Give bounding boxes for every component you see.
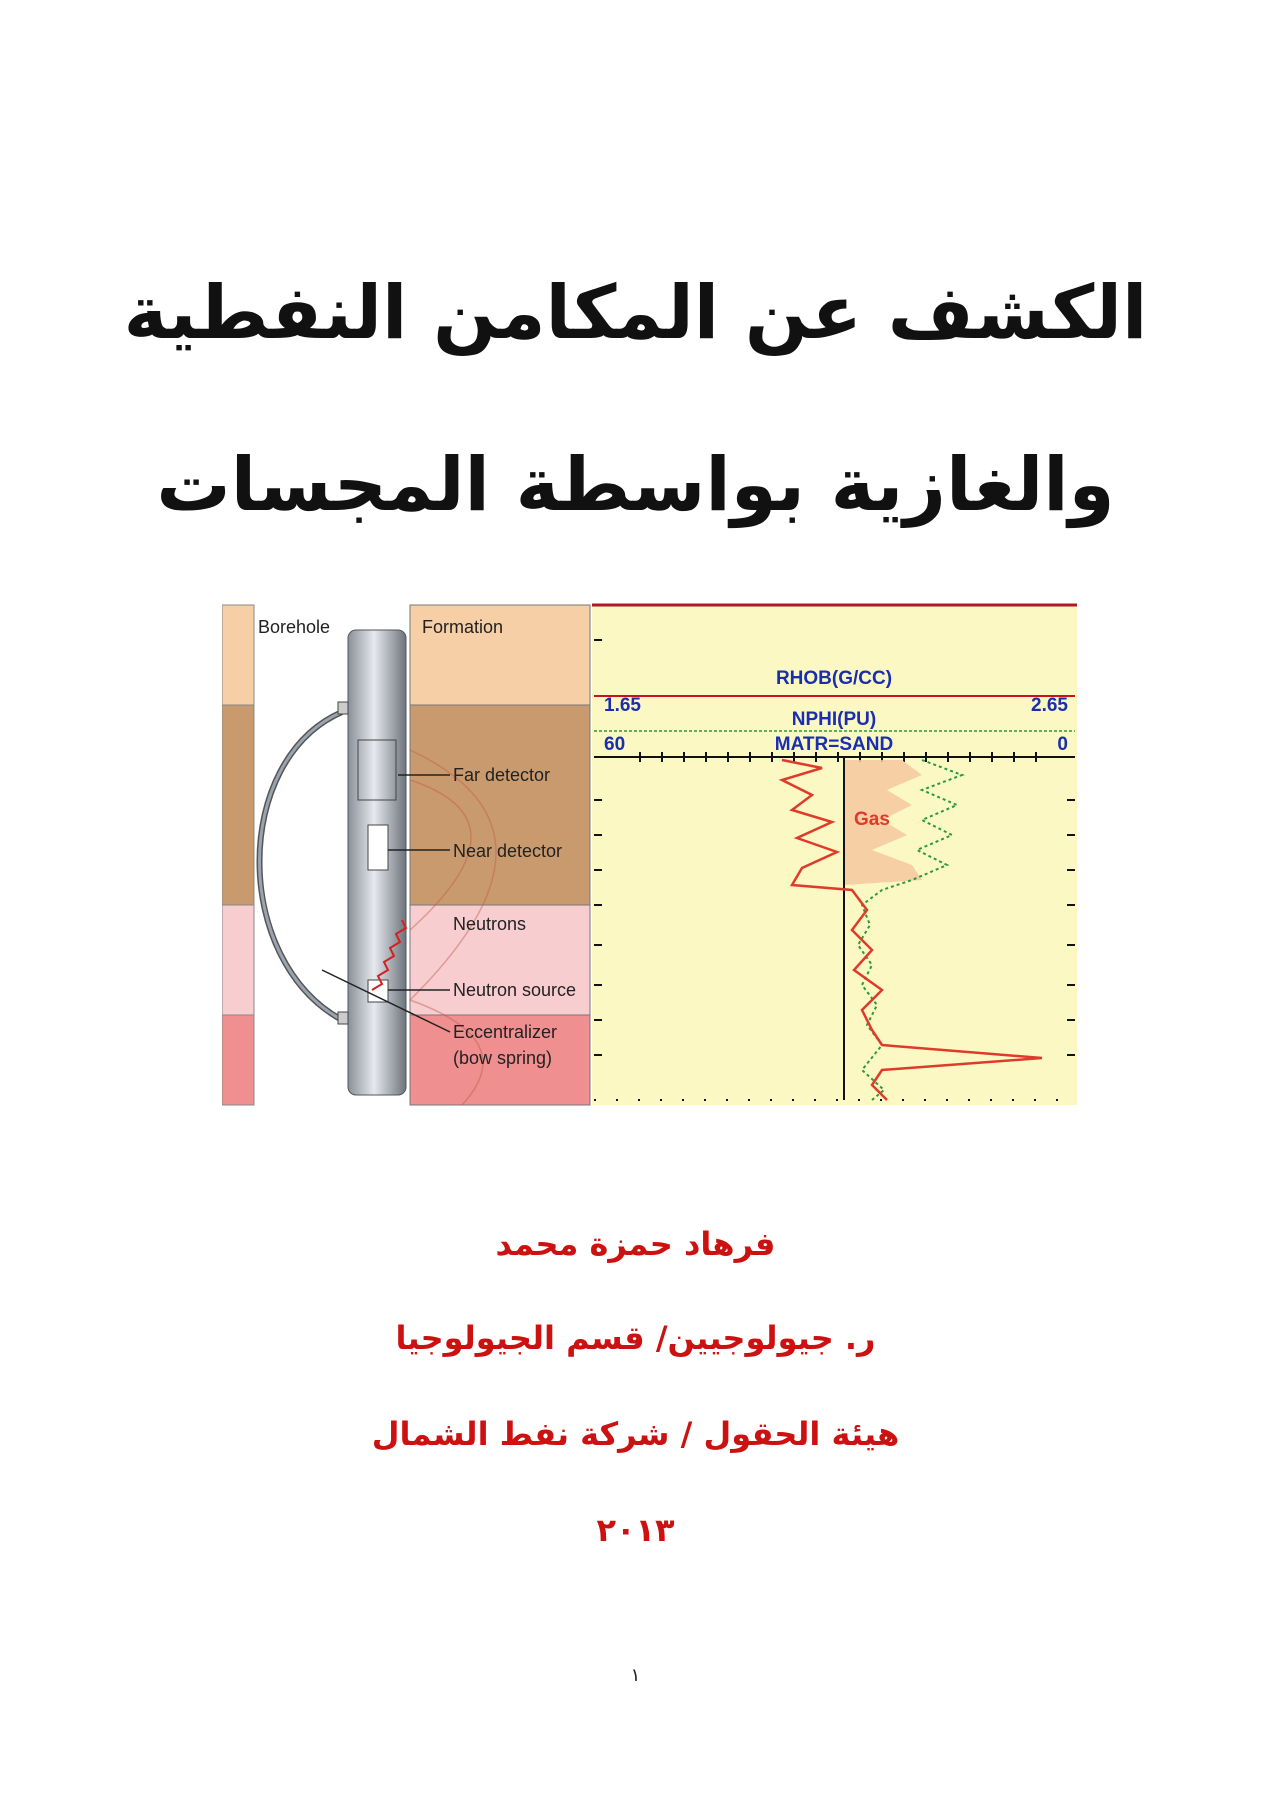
strip-layer-2 bbox=[222, 705, 254, 905]
organization: هيئة الحقول / شركة نفط الشمال bbox=[371, 1415, 900, 1453]
spring-clamp-bottom bbox=[338, 1012, 348, 1024]
formation-layer-2 bbox=[410, 705, 590, 905]
rhob-min: 1.65 bbox=[604, 695, 641, 716]
gas-label: Gas bbox=[854, 809, 890, 830]
eccentralizer-sub-label: (bow spring) bbox=[453, 1048, 553, 1068]
strip-layer-4 bbox=[222, 1015, 254, 1105]
far-detector-label: Far detector bbox=[453, 765, 551, 785]
nphi-header: NPHI(PU) bbox=[791, 709, 877, 730]
author-name: فرهاد حمزة محمد bbox=[495, 1225, 776, 1263]
nphi-min: 60 bbox=[604, 734, 626, 755]
spring-clamp-top bbox=[338, 702, 348, 714]
title-line-1: الكشف عن المكامن النفطية bbox=[123, 270, 1148, 356]
strip-layer-1 bbox=[222, 605, 254, 705]
neutrons-label: Neutrons bbox=[453, 914, 527, 934]
strip-layer-3 bbox=[222, 905, 254, 1015]
title-line-2: والغازية بواسطة المجسات bbox=[156, 442, 1115, 528]
near-detector-box bbox=[368, 825, 388, 870]
figure-svg bbox=[222, 600, 1082, 1110]
eccentralizer-label: Eccentralizer bbox=[453, 1022, 558, 1042]
publication-year: ٢٠١٣ bbox=[596, 1511, 675, 1549]
neutron-source-label: Neutron source bbox=[453, 980, 577, 1000]
neutron-source-box bbox=[368, 980, 388, 1002]
density-neutron-figure bbox=[222, 600, 1082, 1110]
formation-label: Formation bbox=[422, 617, 504, 637]
near-detector-label: Near detector bbox=[453, 841, 563, 861]
rhob-header: RHOB(G/CC) bbox=[775, 668, 893, 689]
page-number: ١ bbox=[630, 1665, 641, 1686]
author-position: ر. جيولوجيين/ قسم الجيولوجيا bbox=[395, 1319, 876, 1357]
borehole-label: Borehole bbox=[258, 617, 331, 637]
matrix-label: MATR=SAND bbox=[774, 734, 894, 755]
nphi-max: 0 bbox=[1057, 734, 1068, 755]
rhob-max: 2.65 bbox=[1031, 695, 1068, 716]
